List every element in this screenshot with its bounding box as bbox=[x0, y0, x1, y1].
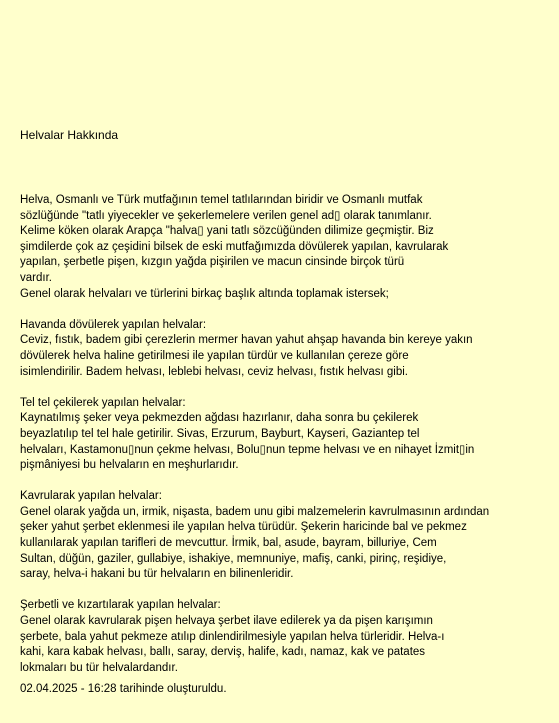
intro-line: Helva, Osmanlı ve Türk mutfağının temel tatlılarından biridir ve Osmanlı mutfak bbox=[20, 194, 423, 206]
section-line: kullanılarak yapılan tarifleri de mevcuttur. İrmik, bal, asude, bayram, billuriye, Cem bbox=[20, 537, 437, 550]
spacer bbox=[20, 583, 552, 599]
section-line: Genel olarak yağda un, irmik, nişasta, badem unu gibi malzemelerin kavrulmasının ardından bbox=[20, 505, 490, 518]
page-title: Helvalar Hakkında bbox=[20, 128, 119, 142]
section-line: pişmâniyesi bu helvaların en meşhurlarıdır. bbox=[20, 459, 239, 472]
intro-line: şimdilerde çok az çeşidini bilsek de eski mutfağımızda dövülerek yapılan, kavrularak bbox=[20, 240, 449, 253]
section-line: dövülerek helva haline getirilmesi ile yapılan türdür ve kullanılan çereze göre bbox=[20, 349, 409, 362]
intro-line: sözlüğünde "tatlı yiyecekler ve şekerlemelere verilen genel ad▯ olarak tanımlanır. bbox=[20, 209, 432, 222]
section-kavrularak bbox=[20, 489, 552, 583]
section-dovulerek bbox=[20, 318, 552, 380]
section-line: saray, helva-i hakani bu tür helvaların en bilinenleridir. bbox=[20, 568, 294, 581]
section-line: Kaynatılmış şeker veya pekmezden ağdası hazırlanır, daha sonra bu çekilerek bbox=[20, 412, 419, 425]
intro-line: vardır. bbox=[20, 271, 52, 284]
section-line: beyazlatılıp tel tel hale getirilir. Sivas, Erzurum, Bayburt, Kayseri, Gaziantep tel bbox=[20, 427, 420, 440]
section-line: Ceviz, fıstık, badem gibi çerezlerin mermer havan yahut ahşap havanda bin kereye yakın bbox=[20, 334, 473, 347]
section-line: helvaları, Kastamonu▯nun çekme helvası, Bolu▯nun tepme helvası ve en nihayet İzmit▯in bbox=[20, 443, 475, 456]
spacer bbox=[20, 474, 552, 490]
section-heading: Şerbetli ve kızartılarak yapılan helvalar: bbox=[20, 599, 221, 612]
section-line: Genel olarak kavrularak pişen helvaya şerbet ilave edilerek ya da pişen karışımın bbox=[20, 615, 433, 628]
section-line: Sultan, düğün, gaziler, gullabiye, ishakiye, memnuniye, mafiş, canki, pirinç, reşidiye, bbox=[20, 552, 447, 565]
section-line: kahi, kara kabak helvası, ballı, saray, derviş, halife, kadı, namaz, kak ve patates bbox=[20, 646, 426, 659]
section-line: şeker yahut şerbet eklenmesi ile yapılan helva türüdür. Şekerin haricinde bal ve pekmez bbox=[20, 521, 467, 534]
section-line: isimlendirilir. Badem helvası, leblebi helvası, ceviz helvası, fıstık helvası gibi. bbox=[20, 365, 408, 378]
spacer bbox=[20, 302, 552, 318]
intro-line: Kelime köken olarak Arapça "halva▯ yani tatlı sözcüğünden dilimize geçmiştir. Biz bbox=[20, 225, 434, 238]
section-tel-tel bbox=[20, 396, 552, 474]
intro-paragraph bbox=[20, 193, 552, 302]
section-line: şerbete, bala yahut pekmeze atılıp dinlendirilmesiyle yapılan helva türleridir. Helva-ı bbox=[20, 630, 445, 643]
section-heading: Tel tel çekilerek yapılan helvalar: bbox=[20, 396, 186, 409]
article-body bbox=[20, 193, 552, 698]
intro-line: Genel olarak helvaları ve türlerini birkaç başlık altında toplamak istersek; bbox=[20, 287, 389, 300]
section-line: lokmaları bu tür helvalardandır. bbox=[20, 661, 178, 674]
section-heading: Kavrularak yapılan helvalar: bbox=[20, 490, 162, 503]
intro-line: yapılan, şerbetle pişen, kızgın yağda pişirilen ve macun cinsinde birçok türü bbox=[20, 256, 405, 269]
section-heading: Havanda dövülerek yapılan helvalar: bbox=[20, 318, 207, 331]
section-serbetli bbox=[20, 598, 552, 676]
spacer bbox=[20, 380, 552, 396]
created-timestamp: 02.04.2025 - 16:28 tarihinde oluşturuldu. bbox=[20, 683, 227, 696]
